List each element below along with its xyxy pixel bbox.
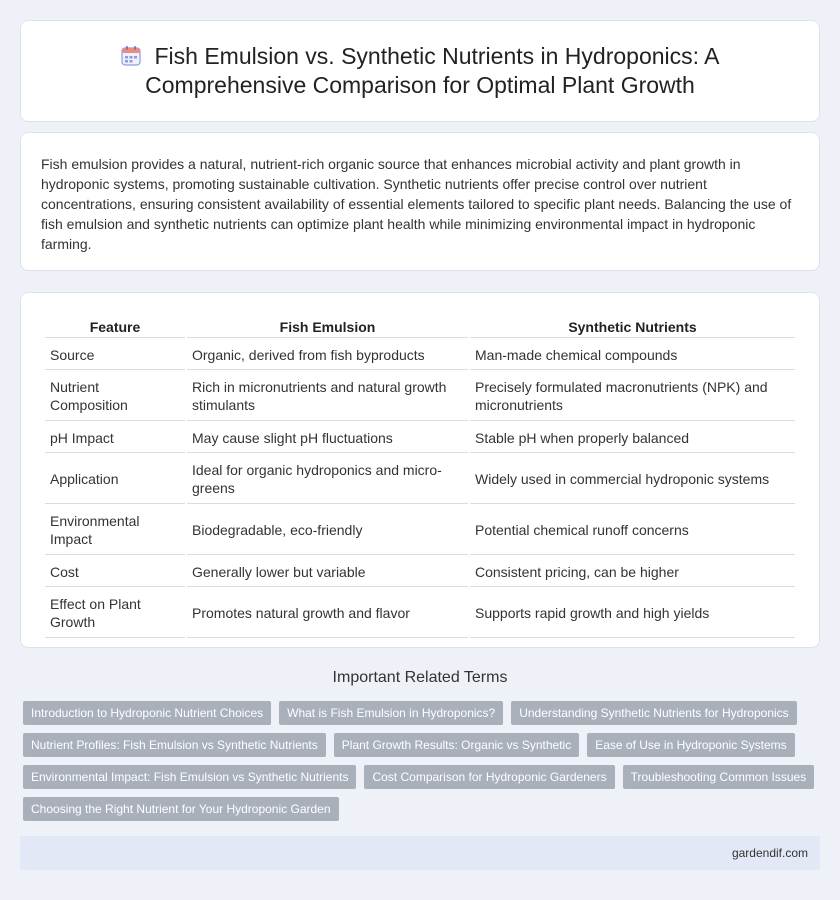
- title-card: [20, 20, 820, 122]
- footer: [20, 836, 820, 870]
- feature-cell: Nutrient Composition: [45, 372, 185, 421]
- related-tag[interactable]: Environmental Impact: Fish Emulsion vs Synthetic Nutrients: [23, 765, 356, 789]
- related-tag[interactable]: Introduction to Hydroponic Nutrient Choices: [23, 701, 271, 725]
- table-row: [45, 455, 795, 504]
- header-synthetic-nutrients: Synthetic Nutrients: [470, 315, 795, 338]
- fish-emulsion-cell: Ideal for organic hydroponics and micro-greens: [187, 455, 468, 504]
- fish-emulsion-cell: Organic, derived from fish byproducts: [187, 340, 468, 370]
- related-terms-list: [23, 701, 823, 829]
- synthetic-cell: Supports rapid growth and high yields: [470, 589, 795, 638]
- related-tag[interactable]: Choosing the Right Nutrient for Your Hydroponic Garden: [23, 797, 339, 821]
- synthetic-cell: Precisely formulated macronutrients (NPK) and micronutrients: [470, 372, 795, 421]
- table-row: [45, 557, 795, 587]
- fish-emulsion-cell: May cause slight pH fluctuations: [187, 423, 468, 453]
- synthetic-cell: Consistent pricing, can be higher: [470, 557, 795, 587]
- feature-cell: Environmental Impact: [45, 506, 185, 555]
- fish-emulsion-cell: Promotes natural growth and flavor: [187, 589, 468, 638]
- feature-cell: Cost: [45, 557, 185, 587]
- comparison-card: [20, 292, 820, 648]
- table-row: [45, 372, 795, 421]
- table-row: [45, 423, 795, 453]
- related-tag[interactable]: Cost Comparison for Hydroponic Gardeners: [364, 765, 614, 789]
- related-tag[interactable]: Troubleshooting Common Issues: [623, 765, 815, 789]
- synthetic-cell: Potential chemical runoff concerns: [470, 506, 795, 555]
- related-terms-title: Important Related Terms: [332, 669, 508, 686]
- related-tag[interactable]: Ease of Use in Hydroponic Systems: [587, 733, 794, 757]
- synthetic-cell: Man-made chemical compounds: [470, 340, 795, 370]
- feature-cell: Effect on Plant Growth: [45, 589, 185, 638]
- synthetic-cell: Widely used in commercial hydroponic systems: [470, 455, 795, 504]
- summary-text: Fish emulsion provides a natural, nutrient-rich organic source that enhances microbial activity and plant growth in hydroponic systems, promoting sustainable cultivation. Synthetic nutrients offer precise control over nutrient concentrations, ensuring consistent availability of essential elements tailored to specific plant needs. Balancing the use of fish emulsion and synthetic nutrients can optimize plant health while minimizing environmental impact in hydroponic farming.: [41, 156, 792, 252]
- feature-cell: Application: [45, 455, 185, 504]
- summary-card: [20, 132, 820, 271]
- related-tag[interactable]: Understanding Synthetic Nutrients for Hydroponics: [511, 701, 796, 725]
- page-title: [51, 42, 789, 100]
- table-row: [45, 506, 795, 555]
- fish-emulsion-cell: Rich in micronutrients and natural growth stimulants: [187, 372, 468, 421]
- table-header-row: [45, 315, 795, 338]
- related-tag[interactable]: Nutrient Profiles: Fish Emulsion vs Synthetic Nutrients: [23, 733, 326, 757]
- feature-cell: pH Impact: [45, 423, 185, 453]
- comparison-table: [43, 313, 797, 640]
- footer-site-link[interactable]: gardendif.com: [731, 846, 808, 860]
- page-title-text: Fish Emulsion vs. Synthetic Nutrients in Hydroponics: A Comprehensive Comparison for Optimal Plant Growth: [145, 43, 720, 98]
- calendar-icon: [120, 45, 142, 67]
- related-tag[interactable]: What is Fish Emulsion in Hydroponics?: [279, 701, 503, 725]
- feature-cell: Source: [45, 340, 185, 370]
- fish-emulsion-cell: Biodegradable, eco-friendly: [187, 506, 468, 555]
- header-fish-emulsion: Fish Emulsion: [187, 315, 468, 338]
- table-row: [45, 340, 795, 370]
- related-tag[interactable]: Plant Growth Results: Organic vs Synthetic: [334, 733, 579, 757]
- table-row: [45, 589, 795, 638]
- header-feature: Feature: [45, 315, 185, 338]
- synthetic-cell: Stable pH when properly balanced: [470, 423, 795, 453]
- fish-emulsion-cell: Generally lower but variable: [187, 557, 468, 587]
